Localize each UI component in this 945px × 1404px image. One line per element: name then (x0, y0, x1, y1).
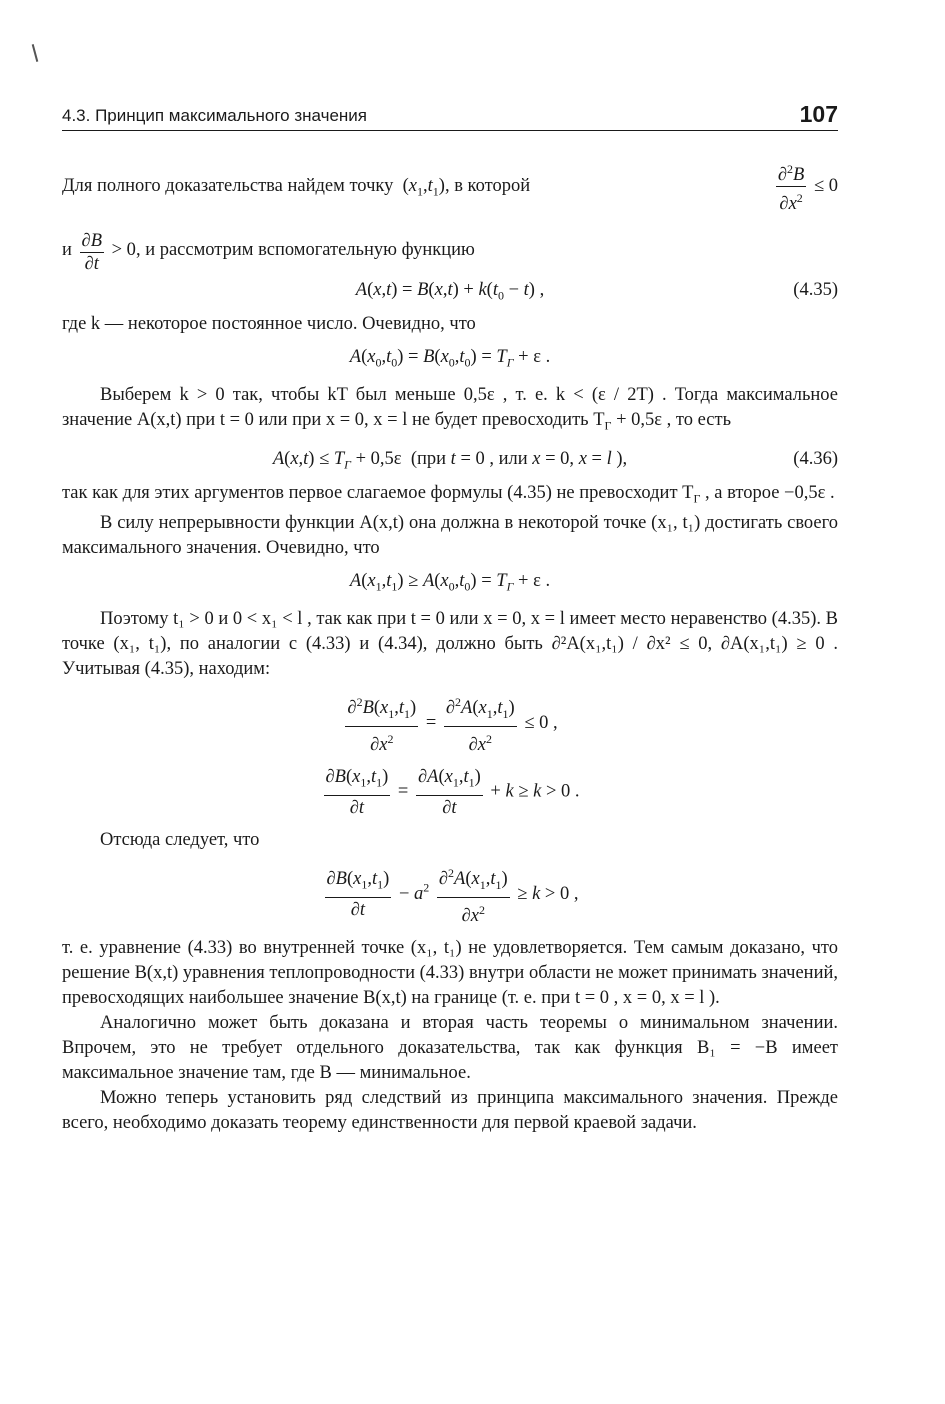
equation-number: (4.35) (793, 280, 838, 300)
equation-A-x1-t1: $A(x_1,t_1) \ge A(x_0,t_0) = T_\Gamma + \varepsilon$ . (349, 571, 551, 595)
paragraph-9: Аналогично может быть доказана и вторая часть теоремы о минимальном значении. Впрочем, это не требует отдельного доказательства, так как функция B₁ = −B имеет максимальное значение там, где B — минимальное. (62, 1013, 838, 1084)
equation-A-x0-t0: $A(x_0,t_0) = B(x_0,t_0) = T_\Gamma + \varepsilon$ . (349, 347, 551, 370)
scan-mark (32, 44, 39, 62)
equation-heat-violation: $\frac{\partial B(x_1,t_1)}{\partial t}$ − $a^2$ $\frac{\partial^2A(x_1,t_1)}{\partial x^2}$ ≥ k > 0 , (62, 861, 838, 928)
inequality-first-derivative: $\frac{\partial B(x_1,t_1)}{\partial t}$ = $\frac{\partial A(x_1,t_1)}{\partial t}$ + k ≥ k > 0 . (325, 767, 580, 819)
section-title: 4.3. Принцип максимального значения (62, 106, 367, 125)
paragraph-1-line-1: Для полного доказательства найдем точку $(x_1,t_1)$, в которой $\frac{\partial^2B}{\partial x^2}$ ≤ 0 (62, 158, 838, 216)
paragraph-8: т. е. уравнение (4.33) во внутренней точке (x₁, t₁) не удовлетворяется. Тем самым доказано, что решение B(x,t) уравнения теплопроводности (4.33) внутри области не может принимать значений, превосходящих наибольшее значение B(x,t) на границе (т. е. при t = 0 , x = 0, x = l ). (62, 938, 838, 1009)
running-header (62, 100, 838, 131)
equation-number: (4.36) (793, 448, 838, 469)
paragraph-2: где k — некоторое постоянное число. Очевидно, что (62, 314, 476, 334)
paragraph-1-line-2: и $\frac{\partial B}{\partial t}$ > 0, и рассмотрим вспомогательную функцию (62, 231, 475, 274)
paragraph-10: Можно теперь установить ряд следствий из принципа максимального значения. Прежде всего, необходимо доказать теорему единственности для первой краевой задачи. (62, 1088, 838, 1134)
equation-4-36: $A(x,t) \le T_\Gamma + 0,5\varepsilon$ (при t = 0 , или x = 0, x = l ), (4.36) (272, 448, 838, 472)
page-number: 107 (799, 101, 838, 127)
equation-4-35: $A(x,t) = B(x,t) + k(t_0 - t)$ , (4.35) (355, 280, 838, 303)
paragraph-6: Поэтому t₁ > 0 и 0 < x₁ < l , так как при t = 0 или x = 0, x = l имеет место неравенство (4.35). В точке (x₁, t₁), по аналогии с (4.33) и (4.34), должно быть ∂²A(x₁,t₁) / ∂x² ≤ 0, ∂A(x₁,t₁) ≥ 0 . Учитывая (4.35), находим: (62, 609, 838, 680)
inequality-second-derivative: $\frac{\partial^2B(x_1,t_1)}{\partial x^2}$ = $\frac{\partial^2A(x_1,t_1)}{\partial x^2}$ ≤ 0 , (62, 690, 838, 757)
page-body (62, 158, 838, 1136)
formula-dB-dt: $\frac{\partial B}{\partial t}$ (81, 231, 102, 274)
paragraph-7: Отсюда следует, что (100, 830, 260, 851)
formula-d2B-dx2: $\frac{\partial^2B}{\partial x^2}$ ≤ 0 (773, 158, 838, 215)
paragraph-4: так как для этих аргументов первое слагаемое формулы (4.35) не превосходит $T_\Gamma$ , а второе −0,5ε . (62, 482, 835, 506)
paragraph-3: Выберем k > 0 так, чтобы kT был меньше 0,5ε , т. е. k < (ε / 2T) . Тогда максимальное значение A(x,t) при t = 0 или при x = 0, x = l не будет превосходить $T_\Gamma + 0,5\varepsilon$ , то есть (62, 385, 838, 433)
paragraph-5: В силу непрерывности функции A(x,t) она должна в некоторой точке (x₁, t₁) достигать своего максимального значения. Очевидно, что (62, 513, 838, 559)
